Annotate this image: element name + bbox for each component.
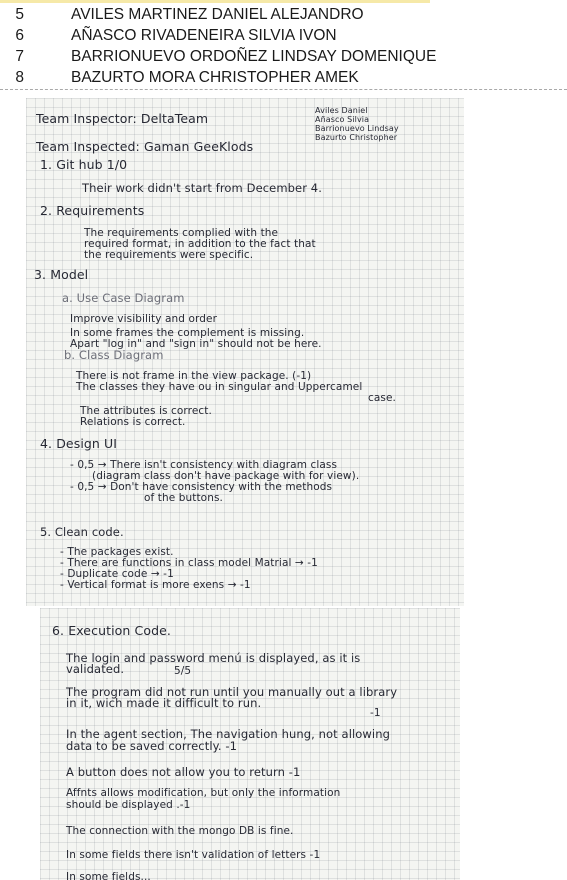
handwritten-line: should be displayed .-1: [66, 799, 191, 811]
handwritten-line: - Vertical format is more exens → -1: [60, 579, 251, 591]
handwritten-line: data to be saved correctly. -1: [66, 739, 238, 753]
handwritten-line: Relations is correct.: [80, 416, 186, 428]
handwritten-line: - 0,5 → Don't have consistency with the methods: [70, 481, 333, 493]
section-heading-clean-code: 5. Clean code.: [40, 525, 124, 539]
team-inspector-line: Team Inspector: DeltaTeam: [36, 111, 209, 126]
handwritten-line-cutoff: In some fields...: [66, 871, 151, 880]
handwritten-line: In some frames the complement is missing.: [70, 327, 305, 339]
roster-number: 6: [15, 27, 24, 44]
handwritten-line: case.: [368, 392, 396, 404]
handwritten-line: The connection with the mongo DB is fine.: [66, 825, 294, 837]
handwritten-line: - The packages exist.: [60, 546, 174, 558]
subsection-heading-class-diagram: b. Class Diagram: [64, 348, 164, 362]
handwritten-line: (diagram class don't have package with for view).: [92, 470, 360, 482]
member-name: Añasco Silvia: [315, 115, 370, 124]
roster-student-name: AÑASCO RIVADENEIRA SILVIA IVON: [71, 27, 337, 44]
section-heading-requirements: 2. Requirements: [40, 203, 145, 218]
handwritten-line: A button does not allow you to return -1: [66, 765, 301, 779]
handwritten-line: Apart "log in" and "sign in" should not be here.: [70, 338, 322, 350]
member-name: Bazurto Christopher: [315, 133, 398, 142]
handwritten-line: of the buttons.: [144, 492, 223, 504]
handwritten-line: the requirements were specific.: [84, 249, 254, 261]
handwritten-line: The classes they have ou in singular and Uppercamel: [76, 381, 363, 393]
handwritten-line: In the agent section, The navigation hung, not allowing: [66, 727, 391, 741]
handwritten-line: Affnts allows modification, but only the information: [66, 787, 341, 799]
roster-row: [0, 67, 567, 88]
handwritten-line: The requirements complied with the: [84, 227, 279, 239]
roster-number: 8: [15, 69, 24, 86]
handwritten-line: The program did not run until you manually out a library: [66, 685, 398, 699]
student-roster: [0, 4, 567, 88]
handwritten-line: in it, wich made it difficult to run.: [66, 696, 262, 710]
section-heading-model: 3. Model: [34, 267, 89, 282]
roster-student-name: AVILES MARTINEZ DANIEL ALEJANDRO: [71, 6, 364, 23]
member-name: Aviles Daniel: [315, 106, 368, 115]
section-heading-design-ui: 4. Design UI: [40, 436, 118, 451]
member-name: Barrionuevo Lindsay: [315, 124, 399, 133]
handwritten-line: In some fields there isn't validation of letters -1: [66, 849, 321, 861]
roster-row: [0, 25, 567, 46]
section-heading-github: 1. Git hub 1/0: [40, 157, 128, 172]
roster-number: 7: [15, 48, 24, 65]
roster-row: [0, 46, 567, 67]
roster-student-name: BAZURTO MORA CHRISTOPHER AMEK: [71, 69, 359, 86]
page-break-divider: [0, 89, 567, 90]
handwritten-line: - Duplicate code → -1: [60, 568, 174, 580]
handwritten-line: Improve visibility and order: [70, 313, 218, 325]
roster-row: [0, 4, 567, 25]
handwritten-line: There is not frame in the view package. (-1): [76, 370, 312, 382]
roster-number: 5: [15, 6, 24, 23]
roster-student-name: BARRIONUEVO ORDOÑEZ LINDSAY DOMENIQUE: [71, 48, 437, 65]
inspector-members: [315, 106, 399, 142]
team-inspected-line: Team Inspected: Gaman GeeKlods: [36, 139, 254, 154]
score-note: 5/5: [174, 665, 192, 677]
handwritten-line: - There are functions in class model Matrial → -1: [60, 557, 318, 569]
handwritten-line: The attributes is correct.: [80, 405, 212, 417]
handwritten-line: validated.: [66, 662, 125, 676]
handwritten-line: Their work didn't start from December 4.: [82, 181, 322, 195]
subsection-heading-use-case: a. Use Case Diagram: [62, 291, 185, 305]
handwritten-line: The login and password menú is displayed, as it is: [66, 651, 361, 665]
handwritten-execution-sheet: [40, 608, 460, 880]
score-note: -1: [370, 707, 381, 719]
handwritten-line: required format, in addition to the fact that: [84, 238, 316, 250]
handwritten-line: - 0,5 → There isn't consistency with diagram class: [70, 459, 338, 471]
section-heading-execution-code: 6. Execution Code.: [52, 623, 171, 638]
handwritten-review-sheet: [26, 98, 464, 606]
header-highlight-bar: [0, 0, 430, 3]
